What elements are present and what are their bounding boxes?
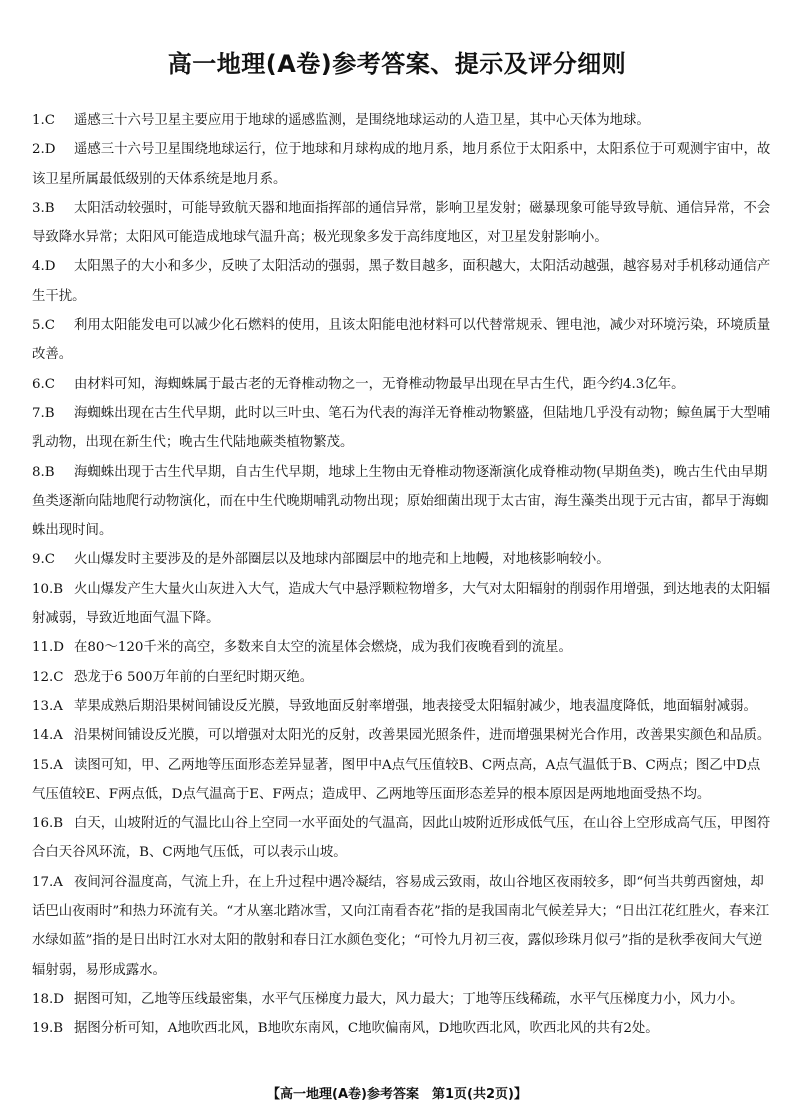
answer-number: 10.B [32,581,64,597]
answer-number: 4.D [32,259,56,275]
answer-number: 19.B [32,1021,64,1037]
answer-item [32,1014,772,1043]
answer-number: 18.D [32,991,65,1007]
answer-item [32,545,772,574]
answer-item [32,985,772,1014]
answer-explanation: 白天，山坡附近的气温比山谷上空同一水平面处的气温高，因此山坡附近形成低气压，在山谷上空形成高气压，甲图符合白天谷风环流，B、C两地气压低，可以表示山坡。 [32,816,771,861]
answer-number: 2.D [32,142,56,158]
answer-explanation: 火山爆发产生大量火山灰进入大气，造成大气中悬浮颗粒物增多，大气对太阳辐射的削弱作用增强，到达地表的太阳辐射减弱，导致近地面气温下降。 [32,581,771,627]
answer-number: 1.C [32,113,56,128]
answer-number: 6.C [32,376,56,392]
answer-explanation: 夜间河谷温度高，气流上升，在上升过程中遇冷凝结，容易成云致雨，故山谷地区夜雨较多，即“何当共剪西窗烛，却话巴山夜雨时”和热力环流有关。“才从塞北踏冰雪，又向江南看杏花”指的是我国南北气候差异大；“日出江花红胜火，春来江水绿如蓝”指的是日出时江水对太阳的散射和春日江水颜色变化；“可怜九月初三夜，露似珍珠月似弓”指的是秋季夜间大气逆辐射弱，易形成露水。 [32,874,770,978]
answer-item [32,633,772,662]
answer-number: 17.A [32,874,63,890]
answer-explanation: 遥感三十六号卫星主要应用于地球的遥感监测，是围绕地球运动的人造卫星，其中心天体为地球。 [74,113,650,128]
answer-number: 14.A [32,728,63,744]
answer-number: 16.B [32,816,64,832]
answer-explanation: 太阳活动较强时，可能导致航天器和地面指挥部的通信异常，影响卫星发射；磁暴现象可能导致导航、通信异常，不会导致降水异常；太阳风可能造成地球气温升高；极光现象多发于高纬度地区，对卫星发射影响小。 [32,200,771,246]
answer-item [32,868,772,985]
answer-number: 5.C [32,318,56,334]
answer-item [32,135,772,194]
answer-explanation: 据图分析可知，A地吹西北风，B地吹东南风，C地吹偏南风，D地吹西北风，吹西北风的共有2处。 [74,1021,659,1037]
answer-explanation: 苹果成熟后期沿果树间铺设反光膜，导致地面反射率增强，地表接受太阳辐射减少，地表温度降低，地面辐射减弱。 [74,698,757,714]
answer-item [32,106,772,135]
page-footer: 【高一地理(A卷)参考答案 第1页(共2页)】 [267,1087,527,1102]
answer-number: 3.B [32,200,55,216]
answer-explanation: 沿果树间铺设反光膜，可以增强对太阳光的反射，改善果园光照条件，进而增强果树光合作用，改善果实颜色和品质。 [74,728,771,744]
answer-number: 12.C [32,669,64,685]
answer-explanation: 由材料可知，海蜘蛛属于最古老的无脊椎动物之一，无脊椎动物最早出现在早古生代，距今约4.3亿年。 [74,376,685,392]
answer-number: 13.A [32,698,63,714]
answer-number: 15.A [32,757,63,773]
answer-explanation: 恐龙于6 500万年前的白垩纪时期灭绝。 [74,669,314,685]
answer-explanation: 海蜘蛛出现在古生代早期，此时以三叶虫、笔石为代表的海洋无脊椎动物繁盛，但陆地几乎没有动物；鲸鱼属于大型哺乳动物，出现在新生代；晚古生代陆地蕨类植物繁茂。 [32,405,771,451]
answer-explanation: 读图可知，甲、乙两地等压面形态差异显著，图甲中A点气压值较B、C两点高，A点气温低于B、C两点；图乙中D点气压值较E、F两点低，D点气温高于E、F两点；造成甲、乙两地等压面形态差异的根本原因是两地地面受热不均。 [32,757,761,802]
answer-explanation: 在80～120千米的高空，多数来自太空的流星体会燃烧，成为我们夜晚看到的流星。 [74,640,572,656]
answer-item [32,311,772,370]
answer-item [32,399,772,458]
answer-explanation: 火山爆发时主要涉及的是外部圈层以及地球内部圈层中的地壳和上地幔，对地核影响较小。 [74,552,610,568]
answer-item [32,575,772,634]
answer-item [32,252,772,311]
answer-explanation: 海蜘蛛出现于古生代早期，自古生代早期，地球上生物由无脊椎动物逐渐演化成脊椎动物(早期鱼类)，晚古生代由早期鱼类逐渐向陆地爬行动物演化，而在中生代晚期哺乳动物出现；原始细菌出现于太古宙，海生藻类出现于元古宙，都早于海蜘蛛出现时间。 [32,464,769,539]
answer-explanation: 遥感三十六号卫星围绕地球运行，位于地球和月球构成的地月系，地月系位于太阳系中，太阳系位于可观测宇宙中，故该卫星所属最低级别的天体系统是地月系。 [32,142,771,187]
answer-item [32,809,772,868]
answer-list [32,106,772,1044]
answer-item [32,370,772,399]
answer-item [32,194,772,253]
answer-number: 11.D [32,640,65,656]
answer-item [32,692,772,721]
answer-number: 8.B [32,464,55,480]
answer-explanation: 据图可知，乙地等压线最密集，水平气压梯度力最大，风力最大；丁地等压线稀疏，水平气压梯度力小，风力小。 [74,991,744,1007]
answer-explanation: 太阳黑子的大小和多少，反映了太阳活动的强弱，黑子数目越多，面积越大，太阳活动越强，越容易对手机移动通信产生干扰。 [32,259,771,304]
answer-item [32,458,772,546]
answer-item [32,751,772,810]
answer-item [32,721,772,750]
answer-number: 9.C [32,552,56,568]
answer-item [32,663,772,692]
page-title: 高一地理(A卷)参考答案、提示及评分细则 [167,50,627,78]
answer-number: 7.B [32,405,55,421]
answer-explanation: 利用太阳能发电可以减少化石燃料的使用，且该太阳能电池材料可以代替常规汞、锂电池，减少对环境污染，环境质量改善。 [32,318,771,363]
